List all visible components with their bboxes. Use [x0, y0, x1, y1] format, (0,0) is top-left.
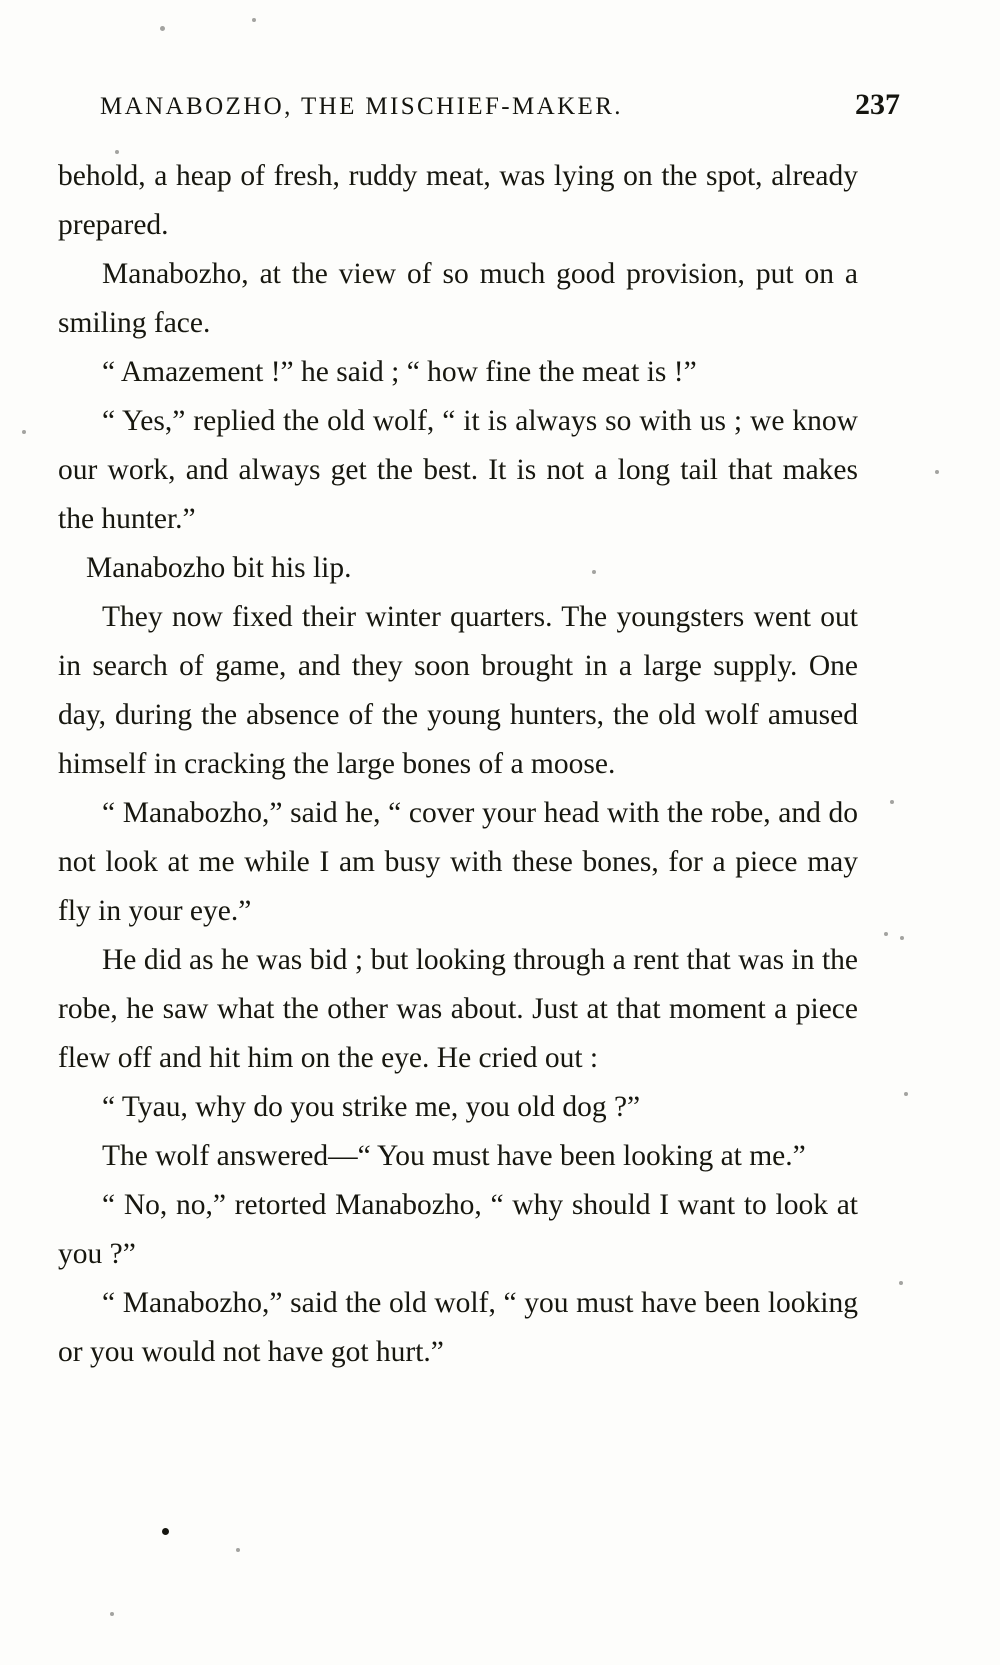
running-head: [100, 88, 900, 122]
scan-speck: [110, 1612, 114, 1616]
scan-speck: [935, 470, 939, 474]
scan-speck: [236, 1548, 240, 1552]
paragraph: “ Manabozho,” said he, “ cover your head with the robe, and do not look at me while I am busy with these bones, for a piece may fly in your eye.”: [58, 797, 858, 927]
running-head-title: MANABOZHO, THE MISCHIEF-MAKER.: [100, 93, 623, 120]
paragraph: Manabozho, at the view of so much good provision, put on a smiling face.: [58, 258, 858, 339]
scan-speck: [22, 430, 26, 434]
page-mark: [162, 1528, 169, 1535]
scan-speck: [252, 18, 256, 22]
paragraph: They now fixed their winter quarters. The youngsters went out in search of game, and they soon brought in a large supply. One day, during the absence of the young hunters, the old wolf amused himself in cracking the large bones of a moose.: [58, 601, 858, 780]
paragraph: He did as he was bid ; but looking through a rent that was in the robe, he saw what the other was about. Just at that moment a piece flew off and hit him on the eye. He cried out :: [58, 944, 858, 1074]
scan-speck: [904, 1092, 908, 1096]
paragraph: “ Yes,” replied the old wolf, “ it is always so with us ; we know our work, and always get the best. It is not a long tail that makes the hunter.”: [58, 405, 858, 535]
paragraph: The wolf answered—“ You must have been looking at me.”: [102, 1140, 806, 1172]
paragraph: “ Manabozho,” said the old wolf, “ you must have been looking or you would not have got hurt.”: [58, 1287, 858, 1368]
body-text: [58, 152, 858, 1377]
paragraph: “ Amazement !” he said ; “ how fine the meat is !”: [102, 356, 697, 388]
scan-speck: [160, 26, 165, 31]
scan-speck: [900, 936, 904, 940]
page-number: 237: [855, 88, 900, 121]
scan-speck: [890, 800, 894, 804]
scan-speck: [884, 932, 888, 936]
scan-speck: [899, 1281, 903, 1285]
paragraph: “ No, no,” retorted Manabozho, “ why should I want to look at you ?”: [58, 1189, 858, 1270]
paragraph: “ Tyau, why do you strike me, you old dog ?”: [102, 1091, 641, 1123]
paragraph: Manabozho bit his lip.: [86, 552, 352, 584]
paragraph: behold, a heap of fresh, ruddy meat, was lying on the spot, already prepared.: [58, 160, 858, 241]
